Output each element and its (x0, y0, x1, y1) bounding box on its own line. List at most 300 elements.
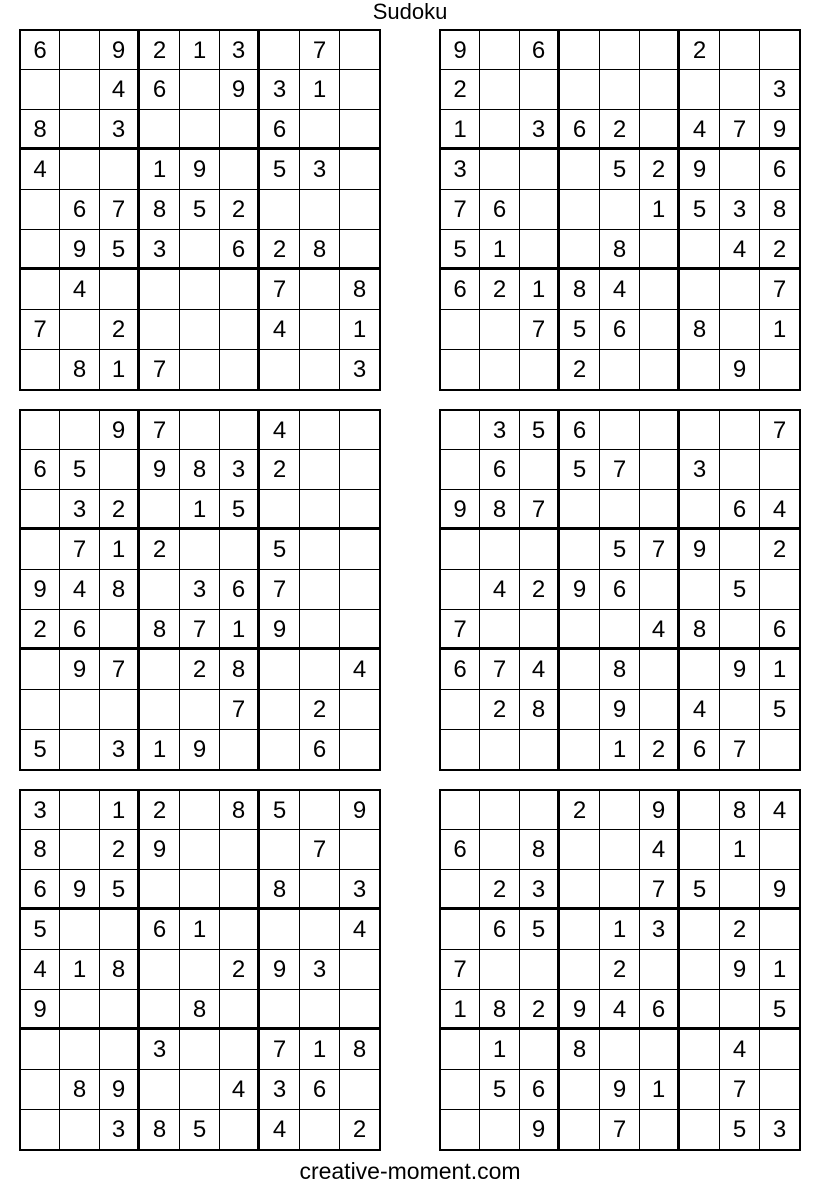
sudoku-cell[interactable] (560, 70, 600, 110)
sudoku-cell[interactable] (60, 990, 100, 1030)
sudoku-cell[interactable]: 4 (720, 1030, 760, 1070)
sudoku-cell[interactable]: 9 (760, 110, 800, 150)
sudoku-cell[interactable] (260, 30, 300, 70)
sudoku-cell[interactable] (560, 910, 600, 950)
sudoku-cell[interactable]: 6 (760, 610, 800, 650)
sudoku-cell[interactable] (640, 230, 680, 270)
sudoku-cell[interactable]: 4 (260, 410, 300, 450)
sudoku-cell[interactable]: 3 (60, 490, 100, 530)
sudoku-cell[interactable]: 7 (180, 610, 220, 650)
sudoku-cell[interactable] (720, 450, 760, 490)
sudoku-cell[interactable] (560, 1070, 600, 1110)
sudoku-cell[interactable] (680, 70, 720, 110)
sudoku-cell[interactable] (640, 1030, 680, 1070)
sudoku-cell[interactable]: 5 (680, 870, 720, 910)
sudoku-cell[interactable]: 8 (340, 1030, 380, 1070)
sudoku-cell[interactable] (60, 730, 100, 770)
sudoku-cell[interactable] (600, 490, 640, 530)
sudoku-cell[interactable] (340, 730, 380, 770)
sudoku-cell[interactable]: 6 (480, 450, 520, 490)
sudoku-cell[interactable] (680, 950, 720, 990)
sudoku-cell[interactable]: 4 (340, 910, 380, 950)
sudoku-cell[interactable]: 9 (100, 1070, 140, 1110)
sudoku-cell[interactable]: 2 (600, 950, 640, 990)
sudoku-cell[interactable] (100, 690, 140, 730)
sudoku-cell[interactable] (480, 790, 520, 830)
sudoku-cell[interactable] (20, 490, 60, 530)
sudoku-cell[interactable] (680, 270, 720, 310)
sudoku-cell[interactable] (140, 690, 180, 730)
sudoku-cell[interactable]: 7 (640, 870, 680, 910)
sudoku-cell[interactable]: 2 (340, 1110, 380, 1150)
sudoku-cell[interactable]: 7 (520, 310, 560, 350)
sudoku-cell[interactable] (300, 1110, 340, 1150)
sudoku-cell[interactable]: 9 (60, 230, 100, 270)
sudoku-cell[interactable] (340, 490, 380, 530)
sudoku-cell[interactable]: 4 (600, 990, 640, 1030)
sudoku-cell[interactable]: 7 (300, 30, 340, 70)
sudoku-cell[interactable] (220, 1110, 260, 1150)
sudoku-cell[interactable]: 9 (260, 610, 300, 650)
sudoku-cell[interactable] (300, 790, 340, 830)
sudoku-cell[interactable] (300, 310, 340, 350)
sudoku-cell[interactable]: 2 (100, 490, 140, 530)
sudoku-cell[interactable]: 2 (260, 230, 300, 270)
sudoku-cell[interactable] (300, 570, 340, 610)
sudoku-cell[interactable]: 6 (480, 910, 520, 950)
sudoku-cell[interactable]: 8 (180, 450, 220, 490)
sudoku-cell[interactable]: 7 (720, 730, 760, 770)
sudoku-cell[interactable]: 8 (20, 830, 60, 870)
sudoku-cell[interactable]: 3 (100, 1110, 140, 1150)
sudoku-cell[interactable] (520, 730, 560, 770)
sudoku-cell[interactable] (480, 30, 520, 70)
sudoku-cell[interactable] (60, 1030, 100, 1070)
sudoku-cell[interactable] (100, 450, 140, 490)
sudoku-cell[interactable]: 2 (140, 530, 180, 570)
sudoku-cell[interactable] (220, 870, 260, 910)
sudoku-cell[interactable] (60, 410, 100, 450)
sudoku-cell[interactable] (760, 450, 800, 490)
sudoku-cell[interactable] (180, 790, 220, 830)
sudoku-cell[interactable]: 8 (480, 490, 520, 530)
sudoku-cell[interactable] (340, 110, 380, 150)
sudoku-cell[interactable]: 9 (720, 650, 760, 690)
sudoku-cell[interactable] (180, 410, 220, 450)
sudoku-cell[interactable] (720, 270, 760, 310)
sudoku-cell[interactable] (560, 830, 600, 870)
sudoku-cell[interactable]: 1 (640, 1070, 680, 1110)
sudoku-cell[interactable]: 9 (640, 790, 680, 830)
sudoku-cell[interactable]: 7 (260, 270, 300, 310)
sudoku-cell[interactable]: 7 (720, 110, 760, 150)
sudoku-cell[interactable] (300, 490, 340, 530)
sudoku-cell[interactable]: 8 (300, 230, 340, 270)
sudoku-cell[interactable] (180, 690, 220, 730)
sudoku-cell[interactable]: 4 (600, 270, 640, 310)
sudoku-cell[interactable]: 7 (520, 490, 560, 530)
sudoku-cell[interactable] (20, 410, 60, 450)
sudoku-cell[interactable]: 1 (220, 610, 260, 650)
sudoku-cell[interactable]: 2 (560, 350, 600, 390)
sudoku-cell[interactable]: 6 (60, 190, 100, 230)
sudoku-cell[interactable] (260, 650, 300, 690)
sudoku-cell[interactable] (180, 1070, 220, 1110)
sudoku-cell[interactable]: 9 (560, 990, 600, 1030)
sudoku-cell[interactable] (440, 790, 480, 830)
sudoku-cell[interactable] (600, 790, 640, 830)
sudoku-cell[interactable] (520, 350, 560, 390)
sudoku-cell[interactable]: 7 (600, 1110, 640, 1150)
sudoku-cell[interactable]: 8 (140, 610, 180, 650)
sudoku-cell[interactable] (480, 950, 520, 990)
sudoku-cell[interactable] (640, 490, 680, 530)
sudoku-cell[interactable]: 3 (680, 450, 720, 490)
sudoku-cell[interactable] (480, 310, 520, 350)
sudoku-cell[interactable] (760, 910, 800, 950)
sudoku-cell[interactable]: 7 (100, 650, 140, 690)
sudoku-cell[interactable]: 6 (20, 870, 60, 910)
sudoku-cell[interactable]: 1 (760, 310, 800, 350)
sudoku-cell[interactable] (520, 790, 560, 830)
sudoku-cell[interactable]: 2 (560, 790, 600, 830)
sudoku-cell[interactable] (560, 610, 600, 650)
sudoku-cell[interactable] (680, 1070, 720, 1110)
sudoku-cell[interactable] (220, 270, 260, 310)
sudoku-cell[interactable]: 8 (520, 830, 560, 870)
sudoku-cell[interactable] (20, 270, 60, 310)
sudoku-cell[interactable] (340, 70, 380, 110)
sudoku-cell[interactable]: 6 (260, 110, 300, 150)
sudoku-cell[interactable]: 9 (680, 150, 720, 190)
sudoku-cell[interactable] (760, 30, 800, 70)
sudoku-cell[interactable]: 7 (300, 830, 340, 870)
sudoku-cell[interactable]: 5 (20, 910, 60, 950)
sudoku-cell[interactable] (100, 990, 140, 1030)
sudoku-cell[interactable] (260, 690, 300, 730)
sudoku-cell[interactable]: 9 (140, 450, 180, 490)
sudoku-cell[interactable] (300, 190, 340, 230)
sudoku-cell[interactable] (480, 70, 520, 110)
sudoku-cell[interactable] (340, 690, 380, 730)
sudoku-cell[interactable]: 3 (300, 150, 340, 190)
sudoku-cell[interactable] (600, 410, 640, 450)
sudoku-cell[interactable]: 6 (300, 1070, 340, 1110)
sudoku-cell[interactable] (680, 830, 720, 870)
sudoku-cell[interactable]: 2 (220, 190, 260, 230)
sudoku-cell[interactable]: 5 (260, 150, 300, 190)
sudoku-cell[interactable] (520, 530, 560, 570)
sudoku-cell[interactable] (440, 1030, 480, 1070)
sudoku-cell[interactable] (340, 570, 380, 610)
sudoku-cell[interactable]: 4 (20, 950, 60, 990)
sudoku-cell[interactable] (60, 30, 100, 70)
sudoku-cell[interactable] (520, 450, 560, 490)
sudoku-cell[interactable]: 3 (260, 70, 300, 110)
sudoku-cell[interactable]: 9 (720, 350, 760, 390)
sudoku-cell[interactable] (480, 530, 520, 570)
sudoku-cell[interactable] (20, 350, 60, 390)
sudoku-cell[interactable]: 4 (760, 790, 800, 830)
sudoku-cell[interactable]: 2 (440, 70, 480, 110)
sudoku-cell[interactable]: 1 (300, 1030, 340, 1070)
sudoku-cell[interactable]: 6 (220, 230, 260, 270)
sudoku-cell[interactable]: 2 (140, 30, 180, 70)
sudoku-cell[interactable] (640, 70, 680, 110)
sudoku-cell[interactable] (440, 1070, 480, 1110)
sudoku-cell[interactable]: 2 (600, 110, 640, 150)
sudoku-cell[interactable] (340, 610, 380, 650)
sudoku-cell[interactable]: 7 (60, 530, 100, 570)
sudoku-cell[interactable]: 9 (560, 570, 600, 610)
sudoku-cell[interactable]: 1 (140, 150, 180, 190)
sudoku-cell[interactable]: 8 (760, 190, 800, 230)
sudoku-cell[interactable] (600, 350, 640, 390)
sudoku-cell[interactable] (520, 950, 560, 990)
sudoku-cell[interactable]: 6 (600, 570, 640, 610)
sudoku-cell[interactable]: 6 (20, 450, 60, 490)
sudoku-cell[interactable] (760, 1030, 800, 1070)
sudoku-cell[interactable] (680, 910, 720, 950)
sudoku-cell[interactable] (340, 450, 380, 490)
sudoku-cell[interactable]: 1 (180, 30, 220, 70)
sudoku-cell[interactable]: 4 (60, 570, 100, 610)
sudoku-cell[interactable] (340, 230, 380, 270)
sudoku-cell[interactable] (480, 350, 520, 390)
sudoku-cell[interactable] (140, 990, 180, 1030)
sudoku-cell[interactable]: 4 (340, 650, 380, 690)
sudoku-cell[interactable] (140, 1070, 180, 1110)
sudoku-cell[interactable] (220, 530, 260, 570)
sudoku-cell[interactable]: 9 (440, 30, 480, 70)
sudoku-cell[interactable] (760, 730, 800, 770)
sudoku-cell[interactable]: 5 (520, 410, 560, 450)
sudoku-cell[interactable]: 5 (720, 570, 760, 610)
sudoku-cell[interactable]: 7 (760, 410, 800, 450)
sudoku-cell[interactable]: 2 (100, 310, 140, 350)
sudoku-cell[interactable]: 1 (100, 350, 140, 390)
sudoku-cell[interactable]: 1 (480, 1030, 520, 1070)
sudoku-cell[interactable] (180, 830, 220, 870)
sudoku-cell[interactable]: 5 (180, 190, 220, 230)
sudoku-cell[interactable]: 1 (340, 310, 380, 350)
sudoku-cell[interactable]: 1 (100, 530, 140, 570)
sudoku-cell[interactable]: 6 (640, 990, 680, 1030)
sudoku-cell[interactable] (300, 610, 340, 650)
sudoku-cell[interactable] (680, 490, 720, 530)
sudoku-cell[interactable]: 7 (760, 270, 800, 310)
sudoku-cell[interactable]: 9 (440, 490, 480, 530)
sudoku-cell[interactable]: 4 (60, 270, 100, 310)
sudoku-cell[interactable] (520, 190, 560, 230)
sudoku-cell[interactable]: 8 (340, 270, 380, 310)
sudoku-cell[interactable]: 5 (220, 490, 260, 530)
sudoku-cell[interactable] (20, 70, 60, 110)
sudoku-cell[interactable] (680, 990, 720, 1030)
sudoku-cell[interactable]: 6 (220, 570, 260, 610)
sudoku-cell[interactable] (60, 790, 100, 830)
sudoku-cell[interactable] (180, 230, 220, 270)
sudoku-cell[interactable]: 5 (520, 910, 560, 950)
sudoku-cell[interactable]: 1 (480, 230, 520, 270)
sudoku-cell[interactable] (560, 150, 600, 190)
sudoku-cell[interactable] (220, 410, 260, 450)
sudoku-cell[interactable] (260, 190, 300, 230)
sudoku-cell[interactable]: 2 (100, 830, 140, 870)
sudoku-cell[interactable] (640, 570, 680, 610)
sudoku-cell[interactable]: 6 (60, 610, 100, 650)
sudoku-cell[interactable] (20, 650, 60, 690)
sudoku-cell[interactable] (600, 610, 640, 650)
sudoku-cell[interactable]: 4 (640, 830, 680, 870)
sudoku-cell[interactable]: 3 (300, 950, 340, 990)
sudoku-cell[interactable] (680, 790, 720, 830)
sudoku-cell[interactable]: 1 (600, 910, 640, 950)
sudoku-cell[interactable]: 6 (440, 650, 480, 690)
sudoku-cell[interactable] (100, 1030, 140, 1070)
sudoku-cell[interactable] (680, 1030, 720, 1070)
sudoku-cell[interactable]: 6 (520, 1070, 560, 1110)
sudoku-cell[interactable] (560, 690, 600, 730)
sudoku-cell[interactable]: 3 (480, 410, 520, 450)
sudoku-cell[interactable]: 6 (480, 190, 520, 230)
sudoku-cell[interactable] (600, 190, 640, 230)
sudoku-cell[interactable] (180, 950, 220, 990)
sudoku-cell[interactable]: 5 (100, 870, 140, 910)
sudoku-cell[interactable] (480, 730, 520, 770)
sudoku-cell[interactable] (260, 830, 300, 870)
sudoku-cell[interactable]: 1 (760, 650, 800, 690)
sudoku-cell[interactable] (220, 1030, 260, 1070)
sudoku-cell[interactable]: 8 (560, 270, 600, 310)
sudoku-cell[interactable]: 9 (340, 790, 380, 830)
sudoku-cell[interactable] (440, 690, 480, 730)
sudoku-cell[interactable] (180, 1030, 220, 1070)
sudoku-cell[interactable] (560, 870, 600, 910)
sudoku-cell[interactable]: 8 (720, 790, 760, 830)
sudoku-cell[interactable]: 3 (220, 30, 260, 70)
sudoku-cell[interactable]: 9 (520, 1110, 560, 1150)
sudoku-cell[interactable] (340, 190, 380, 230)
sudoku-cell[interactable] (340, 950, 380, 990)
sudoku-cell[interactable]: 4 (720, 230, 760, 270)
sudoku-cell[interactable] (140, 950, 180, 990)
sudoku-cell[interactable] (100, 270, 140, 310)
sudoku-cell[interactable] (520, 1030, 560, 1070)
sudoku-cell[interactable]: 4 (760, 490, 800, 530)
sudoku-cell[interactable] (600, 830, 640, 870)
sudoku-cell[interactable] (600, 1030, 640, 1070)
sudoku-cell[interactable]: 7 (600, 450, 640, 490)
sudoku-cell[interactable] (220, 150, 260, 190)
sudoku-cell[interactable] (220, 730, 260, 770)
sudoku-cell[interactable]: 7 (440, 610, 480, 650)
sudoku-cell[interactable]: 4 (260, 310, 300, 350)
sudoku-cell[interactable] (480, 150, 520, 190)
sudoku-cell[interactable]: 3 (260, 1070, 300, 1110)
sudoku-cell[interactable] (300, 270, 340, 310)
sudoku-cell[interactable]: 5 (260, 790, 300, 830)
sudoku-cell[interactable] (440, 310, 480, 350)
sudoku-cell[interactable]: 6 (20, 30, 60, 70)
sudoku-cell[interactable]: 1 (100, 790, 140, 830)
sudoku-cell[interactable]: 3 (520, 870, 560, 910)
sudoku-cell[interactable] (20, 1070, 60, 1110)
sudoku-cell[interactable] (640, 1110, 680, 1150)
sudoku-cell[interactable] (520, 70, 560, 110)
sudoku-cell[interactable]: 1 (300, 70, 340, 110)
sudoku-cell[interactable] (480, 110, 520, 150)
sudoku-cell[interactable] (640, 410, 680, 450)
sudoku-cell[interactable] (20, 190, 60, 230)
sudoku-cell[interactable]: 8 (180, 990, 220, 1030)
sudoku-cell[interactable]: 5 (600, 530, 640, 570)
sudoku-cell[interactable]: 2 (760, 530, 800, 570)
sudoku-cell[interactable]: 2 (640, 150, 680, 190)
sudoku-cell[interactable]: 1 (180, 490, 220, 530)
sudoku-cell[interactable] (440, 870, 480, 910)
sudoku-cell[interactable] (560, 490, 600, 530)
sudoku-cell[interactable] (720, 410, 760, 450)
sudoku-cell[interactable]: 8 (480, 990, 520, 1030)
sudoku-cell[interactable]: 7 (140, 350, 180, 390)
sudoku-cell[interactable] (300, 450, 340, 490)
sudoku-cell[interactable] (340, 150, 380, 190)
sudoku-cell[interactable] (60, 910, 100, 950)
sudoku-cell[interactable]: 5 (180, 1110, 220, 1150)
sudoku-cell[interactable] (140, 270, 180, 310)
sudoku-cell[interactable] (720, 30, 760, 70)
sudoku-cell[interactable] (220, 350, 260, 390)
sudoku-cell[interactable] (180, 870, 220, 910)
sudoku-cell[interactable]: 3 (340, 350, 380, 390)
sudoku-cell[interactable] (680, 230, 720, 270)
sudoku-cell[interactable] (180, 270, 220, 310)
sudoku-cell[interactable]: 1 (640, 190, 680, 230)
sudoku-cell[interactable] (140, 110, 180, 150)
sudoku-cell[interactable]: 3 (720, 190, 760, 230)
sudoku-cell[interactable] (260, 490, 300, 530)
sudoku-cell[interactable]: 7 (720, 1070, 760, 1110)
sudoku-cell[interactable] (300, 910, 340, 950)
sudoku-cell[interactable] (140, 650, 180, 690)
sudoku-cell[interactable] (480, 610, 520, 650)
sudoku-cell[interactable]: 4 (680, 690, 720, 730)
sudoku-cell[interactable]: 7 (640, 530, 680, 570)
sudoku-cell[interactable]: 7 (480, 650, 520, 690)
sudoku-cell[interactable]: 1 (440, 990, 480, 1030)
sudoku-cell[interactable] (440, 530, 480, 570)
sudoku-cell[interactable]: 6 (440, 270, 480, 310)
sudoku-cell[interactable] (100, 910, 140, 950)
sudoku-cell[interactable]: 5 (100, 230, 140, 270)
sudoku-cell[interactable] (300, 350, 340, 390)
sudoku-cell[interactable]: 6 (140, 910, 180, 950)
sudoku-cell[interactable] (220, 910, 260, 950)
sudoku-cell[interactable] (340, 830, 380, 870)
sudoku-cell[interactable]: 9 (760, 870, 800, 910)
sudoku-cell[interactable] (220, 990, 260, 1030)
sudoku-cell[interactable]: 2 (20, 610, 60, 650)
sudoku-cell[interactable]: 4 (260, 1110, 300, 1150)
sudoku-cell[interactable] (720, 690, 760, 730)
sudoku-cell[interactable] (340, 990, 380, 1030)
sudoku-cell[interactable] (220, 310, 260, 350)
sudoku-cell[interactable] (720, 610, 760, 650)
sudoku-cell[interactable] (100, 610, 140, 650)
sudoku-cell[interactable]: 8 (100, 570, 140, 610)
sudoku-cell[interactable]: 8 (220, 790, 260, 830)
